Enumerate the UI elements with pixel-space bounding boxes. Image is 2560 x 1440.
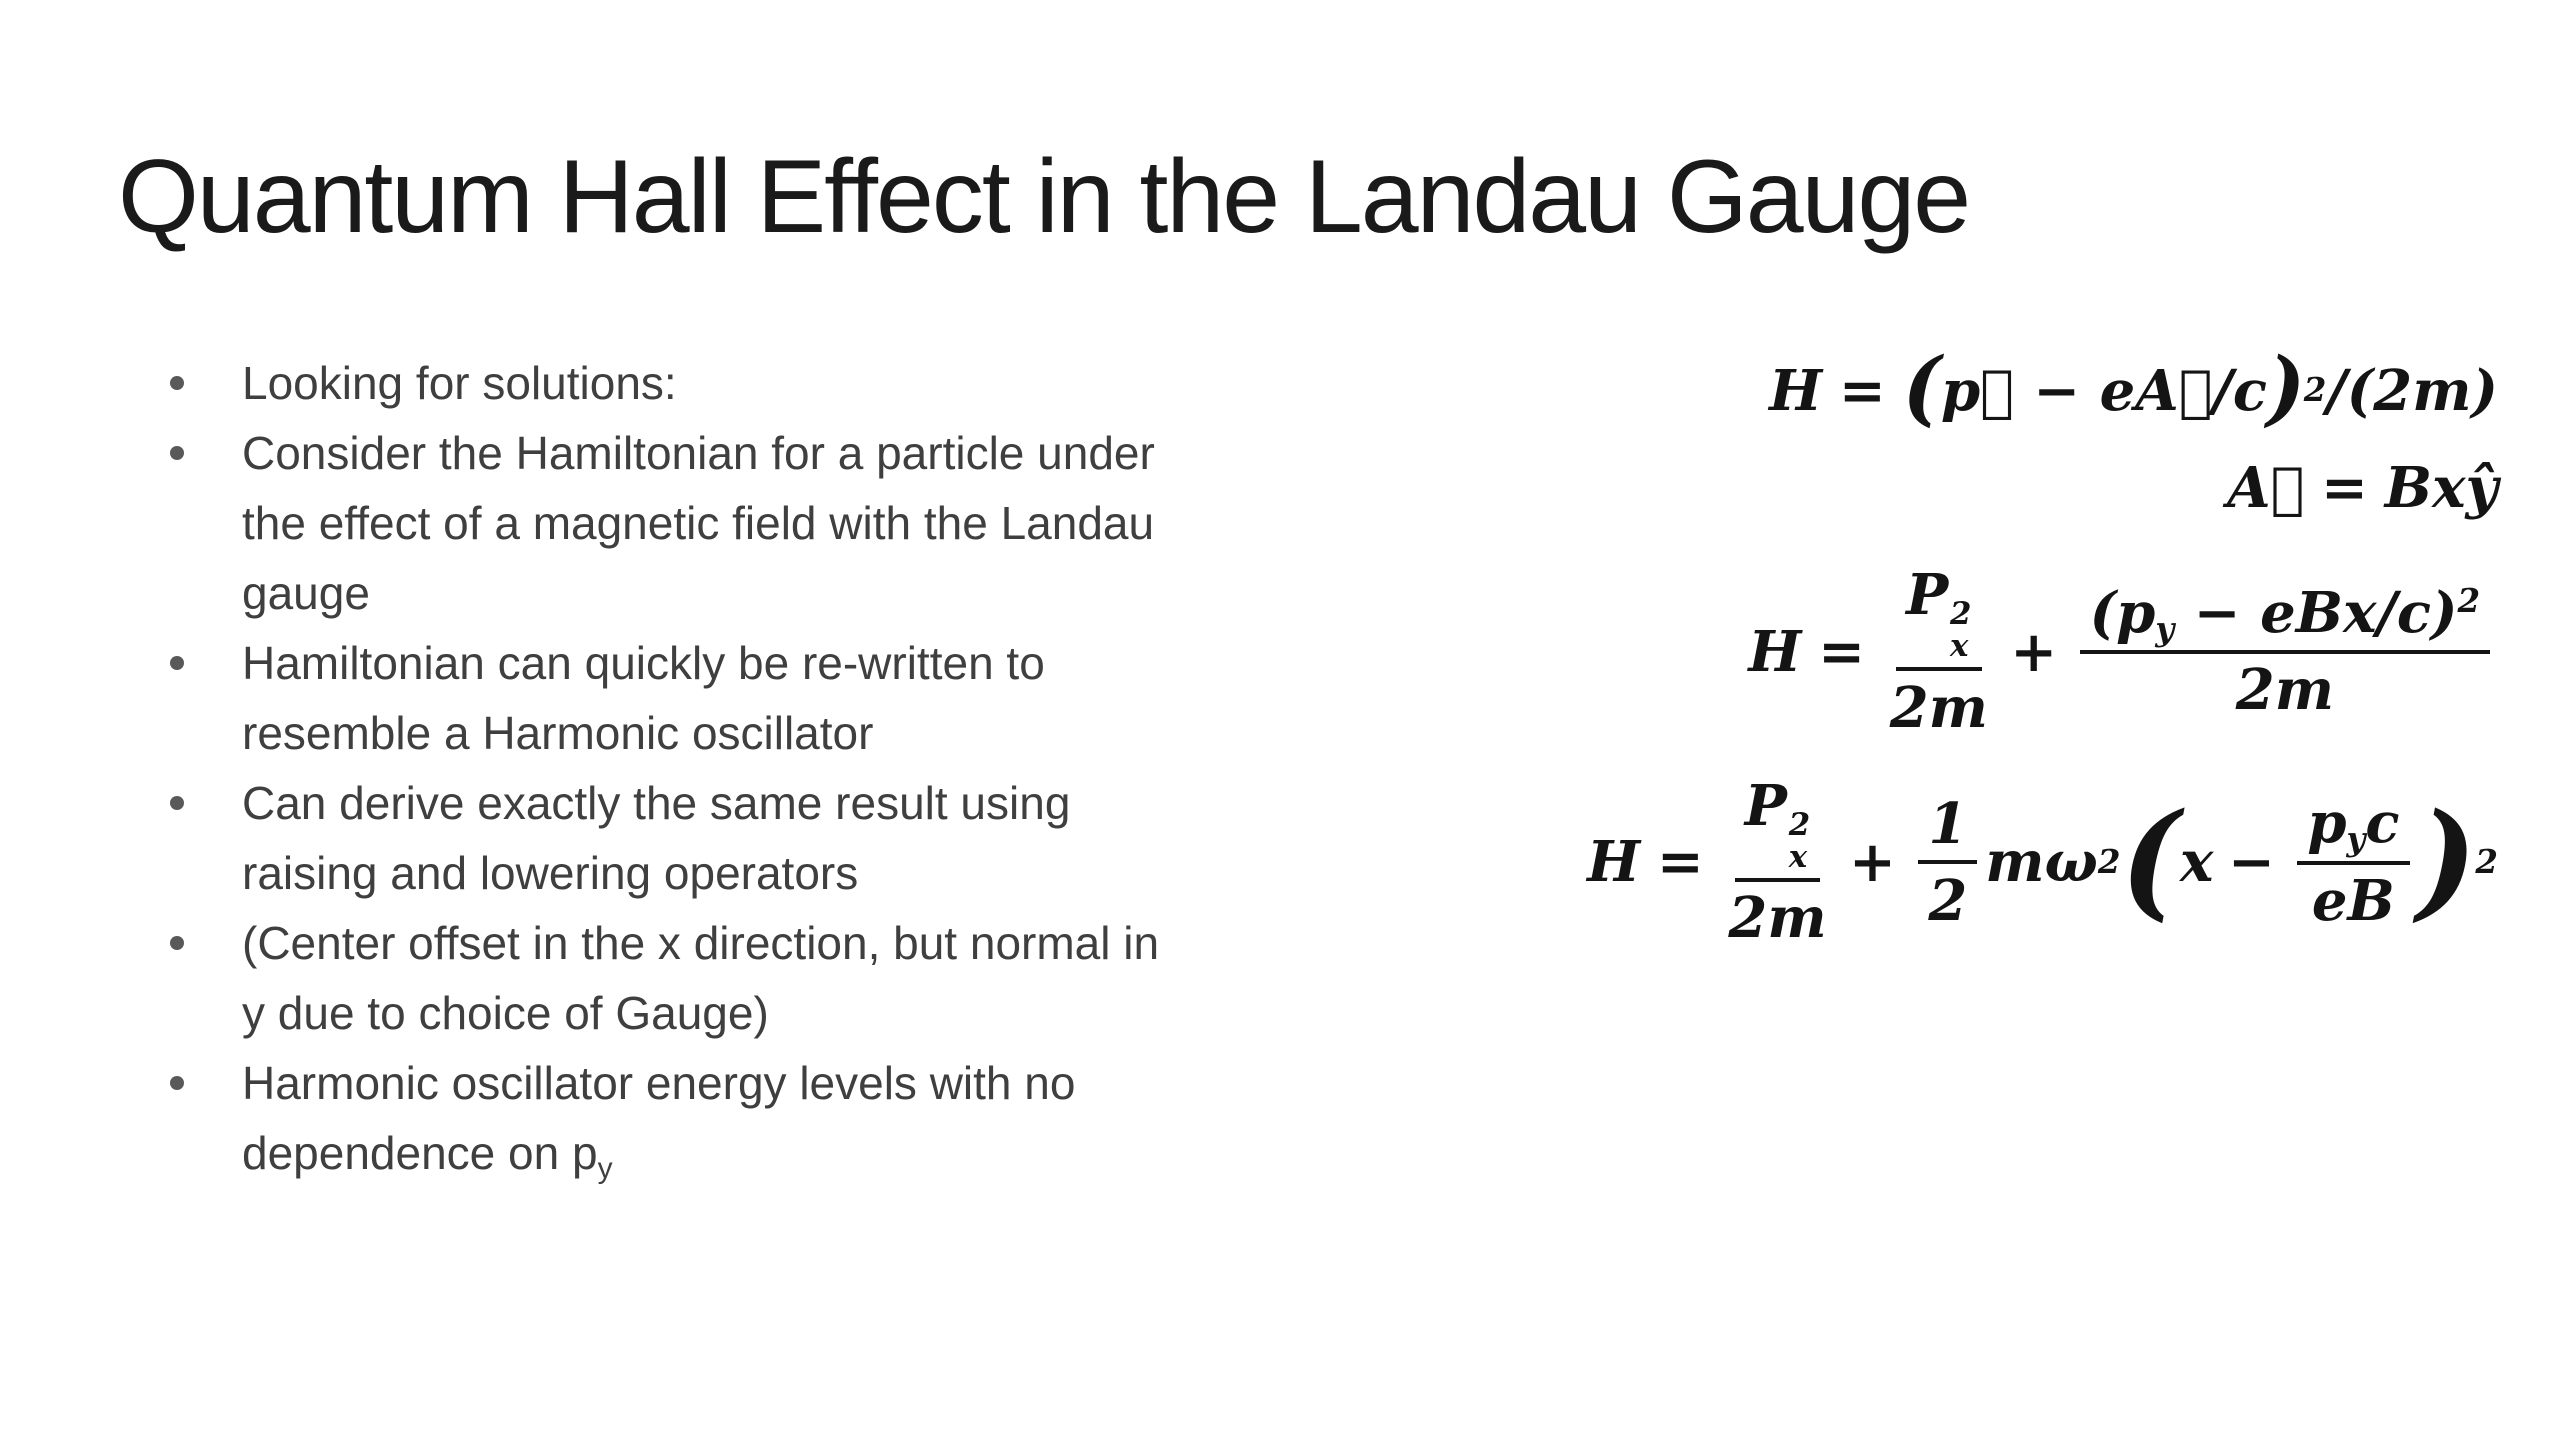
- bullet-dot-icon: [170, 936, 184, 950]
- bullet-text: [242, 1048, 1192, 1204]
- eq-lhs: H: [1769, 357, 1823, 424]
- equation-harmonic-oscillator: [1587, 774, 2498, 951]
- fraction: [2080, 581, 2491, 723]
- bullet-dot-icon: [170, 446, 184, 460]
- exponent: 2: [2475, 843, 2498, 882]
- fraction-denominator: 2: [1928, 867, 1968, 934]
- equation-hamiltonian-vector: [1769, 340, 2498, 436]
- fraction-numerator: [1735, 774, 1821, 882]
- eq-lhs: A⃗: [2227, 455, 2305, 522]
- eq-tail: /(2m): [2326, 357, 2498, 424]
- fraction: [1918, 792, 1977, 934]
- plus-sign: +: [2010, 618, 2058, 685]
- numerator-body: − eBx/c): [2174, 579, 2458, 646]
- subscript: x: [1950, 628, 1969, 665]
- page-title: Quantum Hall Effect in the Landau Gauge: [118, 139, 1970, 255]
- fraction-numerator: [2080, 581, 2491, 654]
- list-item: [160, 1048, 1220, 1204]
- equation-hamiltonian-expanded: [1748, 563, 2498, 740]
- exponent: 2: [1950, 596, 1972, 633]
- fraction: [1728, 774, 1826, 951]
- eq-lhs: H: [1748, 618, 1802, 685]
- bullet-dot-icon: [170, 796, 184, 810]
- equals-sign: =: [2321, 455, 2368, 522]
- exponent: 2: [2097, 843, 2121, 882]
- bullet-dot-icon: [170, 656, 184, 670]
- right-paren: ): [2266, 340, 2306, 436]
- subscript: y: [2155, 609, 2175, 648]
- bullet-list: [160, 348, 1220, 1204]
- bullet-text: Hamiltonian can quickly be re-written to resemble a Harmonic oscillator: [242, 637, 1045, 759]
- exponent: 2: [2303, 371, 2327, 410]
- eq-body: p⃗ − eA⃗/c: [1941, 357, 2267, 424]
- list-item: [160, 908, 1220, 1048]
- equals-sign: =: [1838, 357, 1886, 424]
- list-item: [160, 348, 1220, 418]
- fraction-denominator: 2m: [2235, 657, 2334, 724]
- exponent: 2: [2457, 581, 2481, 620]
- var-P: P: [1906, 562, 1949, 629]
- left-paren: (: [2120, 785, 2181, 934]
- var-x: x: [2180, 829, 2214, 896]
- right-paren: ): [2417, 785, 2478, 934]
- list-item: [160, 418, 1220, 628]
- sup-sub-stack: [1950, 598, 1971, 663]
- fraction-denominator: 2m: [1728, 885, 1827, 952]
- eq-rhs: Bxŷ: [2384, 455, 2498, 522]
- bullet-dot-icon: [170, 1076, 184, 1090]
- bullet-text-main: Harmonic oscillator energy levels with no dependence on p: [242, 1057, 1076, 1179]
- equals-sign: =: [1818, 618, 1866, 685]
- coefficient: mω: [1985, 829, 2098, 896]
- var-p: p: [2307, 790, 2347, 857]
- fraction: [2297, 791, 2409, 933]
- var-c: c: [2365, 790, 2400, 857]
- fraction-denominator: 2m: [1889, 674, 1988, 741]
- bullet-text-subscript: y: [597, 1151, 613, 1185]
- left-paren: (: [1902, 340, 1941, 436]
- fraction-numerator: [1896, 563, 1982, 671]
- exponent: 2: [1788, 806, 1811, 843]
- list-item: [160, 628, 1220, 768]
- eq-lhs: H: [1587, 829, 1641, 896]
- bullet-dot-icon: [170, 376, 184, 390]
- fraction-denominator: eB: [2311, 868, 2395, 935]
- var-P: P: [1744, 773, 1787, 840]
- fraction-numerator: [2297, 791, 2409, 864]
- sup-sub-stack: [1788, 806, 1811, 876]
- fraction: [1890, 563, 1988, 740]
- equation-vector-potential: [2227, 455, 2498, 521]
- minus-sign: −: [2227, 829, 2275, 896]
- paren-open-p: (p: [2089, 579, 2156, 646]
- equations-panel: [1587, 340, 2498, 952]
- subscript: y: [2346, 820, 2366, 859]
- fraction-numerator: 1: [1918, 792, 1977, 865]
- bullet-text: Can derive exactly the same result using raising and lowering operators: [242, 777, 1071, 899]
- bullet-text: Consider the Hamiltonian for a particle under the effect of a magnetic field with the Landau gauge: [242, 427, 1155, 619]
- equals-sign: =: [1656, 829, 1704, 896]
- list-item: [160, 768, 1220, 908]
- bullet-text: Looking for solutions:: [242, 357, 677, 409]
- subscript: x: [1788, 839, 1808, 876]
- bullet-text: (Center offset in the x direction, but normal in y due to choice of Gauge): [242, 917, 1160, 1039]
- plus-sign: +: [1848, 829, 1896, 896]
